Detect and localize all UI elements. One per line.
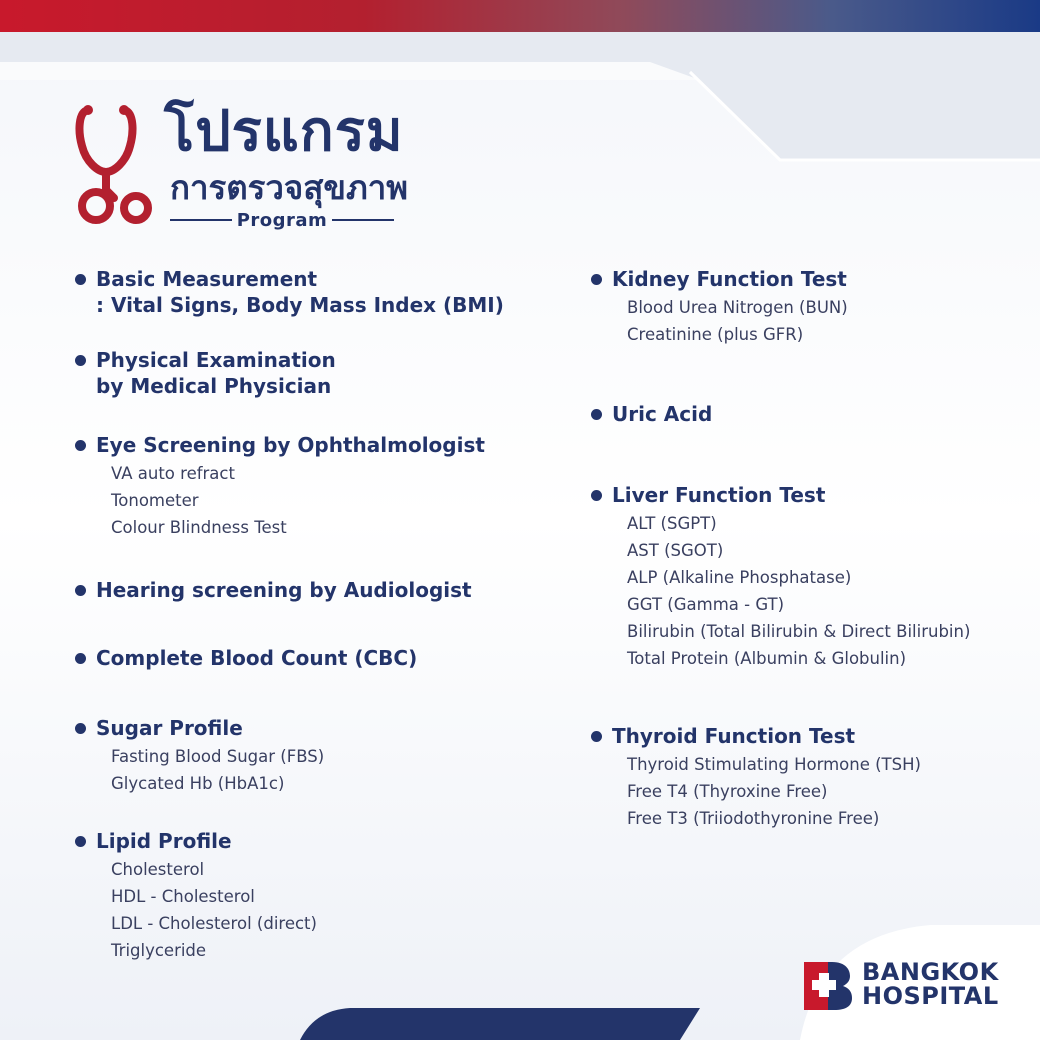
section-basic-measurement [74, 266, 504, 318]
list-item: ALP (Alkaline Phosphatase) [627, 568, 852, 587]
logo-wordmark [862, 960, 999, 1008]
section-physical-examination [74, 347, 336, 399]
section-uric-acid [590, 401, 712, 427]
section-sugar-profile [74, 715, 324, 797]
list-item: Free T4 (Thyroxine Free) [627, 782, 828, 801]
sub-item-list [96, 854, 317, 964]
program-english-row [170, 208, 394, 232]
section-complete-blood-count [74, 645, 417, 671]
list-item: Bilirubin (Total Bilirubin & Direct Bilirubin) [627, 622, 971, 641]
section-title: Hearing screening by Audiologist [96, 578, 472, 602]
list-item: Creatinine (plus GFR) [627, 325, 804, 344]
sub-item-list [612, 292, 848, 348]
list-item: AST (SGOT) [627, 541, 724, 560]
list-item: VA auto refract [111, 464, 235, 483]
list-item: Tonometer [111, 491, 199, 510]
bullet-dot [75, 440, 86, 451]
list-item: ALT (SGPT) [627, 514, 717, 533]
divider-line-right [332, 219, 394, 221]
bullet-dot [75, 836, 86, 847]
logo-line-1: BANGKOK [862, 958, 999, 986]
bullet-dot [75, 723, 86, 734]
section-kidney-function [590, 266, 848, 348]
divider-line-left [170, 219, 232, 221]
list-item: Cholesterol [111, 860, 205, 879]
bullet-dot [591, 274, 602, 285]
program-subtitle-thai: การตรวจสุขภาพ [170, 168, 408, 207]
section-title: Thyroid Function Test [612, 724, 856, 748]
list-item: Colour Blindness Test [111, 518, 287, 537]
bullet-dot [591, 490, 602, 501]
list-item: Blood Urea Nitrogen (BUN) [627, 298, 848, 317]
section-lipid-profile [74, 828, 317, 964]
section-title: Complete Blood Count (CBC) [96, 646, 418, 670]
section-title: Uric Acid [612, 402, 713, 426]
section-title: Eye Screening by Ophthalmologist [96, 433, 485, 457]
sub-item-list [612, 749, 921, 832]
section-hearing-screening [74, 577, 472, 603]
bullet-dot [75, 653, 86, 664]
bullet-dot [591, 731, 602, 742]
section-title: Lipid Profile [96, 829, 232, 853]
section-title: Liver Function Test [612, 483, 826, 507]
list-item: Fasting Blood Sugar (FBS) [111, 747, 325, 766]
section-thyroid-function [590, 723, 921, 832]
section-title: Basic Measurement : Vital Signs, Body Mass Index (BMI) [96, 267, 504, 317]
program-title-thai: โปรแกรม [164, 99, 404, 164]
list-item: Triglyceride [111, 941, 207, 960]
list-item: GGT (Gamma - GT) [627, 595, 785, 614]
list-item: Glycated Hb (HbA1c) [111, 774, 285, 793]
section-title: Sugar Profile [96, 716, 243, 740]
sub-item-list [96, 458, 485, 541]
list-item: HDL - Cholesterol [111, 887, 255, 906]
bullet-dot [75, 355, 86, 366]
list-item: Total Protein (Albumin & Globulin) [627, 649, 907, 668]
bangkok-hospital-logo [802, 960, 1012, 1012]
stethoscope-icon [74, 102, 160, 226]
section-liver-function [590, 482, 970, 672]
program-header [74, 100, 414, 230]
list-item: LDL - Cholesterol (direct) [111, 914, 317, 933]
list-item: Thyroid Stimulating Hormone (TSH) [627, 755, 921, 774]
bullet-dot [591, 409, 602, 420]
bullet-dot [75, 585, 86, 596]
list-item: Free T3 (Triiodothyronine Free) [627, 809, 880, 828]
logo-line-2: HOSPITAL [862, 982, 999, 1010]
section-title: Kidney Function Test [612, 267, 847, 291]
top-gradient-bar [0, 0, 1040, 32]
program-title-english: Program [236, 209, 328, 231]
bullet-dot [75, 274, 86, 285]
sub-item-list [612, 508, 970, 672]
section-title: Physical Examination by Medical Physician [96, 348, 336, 398]
sub-item-list [96, 741, 324, 797]
section-eye-screening [74, 432, 485, 541]
bangkok-hospital-logo-icon [802, 960, 854, 1012]
